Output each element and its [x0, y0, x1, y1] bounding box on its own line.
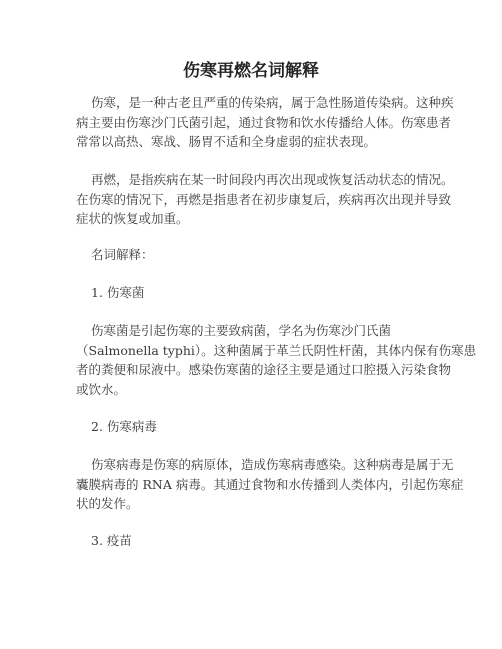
reburn-paragraph: [76, 170, 454, 229]
item3-heading: 3. 疫苗: [91, 533, 132, 548]
item1-paragraph: [76, 321, 477, 399]
item1-line-1: 伤寒菌是引起伤寒的主要致病菌，学名为伤寒沙门氏菌: [91, 323, 392, 338]
intro-line-3: 常常以高热、寒战、肠胃不适和全身虚弱的症状表现。: [76, 134, 377, 149]
item1-heading: 1. 伤寒菌: [91, 285, 145, 300]
item2-heading: 2. 伤寒病毒: [91, 419, 157, 434]
item2-line-2: 囊膜病毒的 RNA 病毒。其通过食物和水传播到人类体内，引起伤寒症: [76, 476, 464, 492]
reburn-line-1: 再燃，是指疾病在某一时间段内再次出现或恢复活动状态的情况。: [91, 172, 454, 187]
intro-paragraph: [76, 93, 454, 152]
item2-line-3: 状的发作。: [76, 496, 139, 511]
item2-paragraph: [76, 455, 464, 514]
item2-line-1: 伤寒病毒是伤寒的病原体，造成伤寒病毒感染。这种病毒是属于无: [91, 457, 454, 472]
item1-line-2: （Salmonella typhi）。这种菌属于革兰氏阴性杆菌，其体内保有伤寒患: [76, 342, 477, 358]
intro-line-2: 病主要由伤寒沙门氏菌引起，通过食物和饮水传播给人体。伤寒患者: [76, 114, 452, 130]
glossary-label: 名词解释：: [91, 247, 154, 262]
reburn-line-3: 症状的恢复或加重。: [76, 211, 189, 226]
intro-line-1: 伤寒，是一种古老且严重的传染病，属于急性肠道传染病。这种疾: [91, 95, 454, 110]
item1-line-4: 或饮水。: [76, 381, 127, 397]
reburn-line-2: 在伤寒的情况下，再燃是指患者在初步康复后，疾病再次出现并导致: [76, 191, 452, 207]
document-title: 伤寒再燃名词解释: [183, 61, 319, 81]
item1-line-3: 者的粪便和尿液中。感染伤寒菌的途径主要是通过口腔摄入污染食物: [76, 362, 452, 377]
